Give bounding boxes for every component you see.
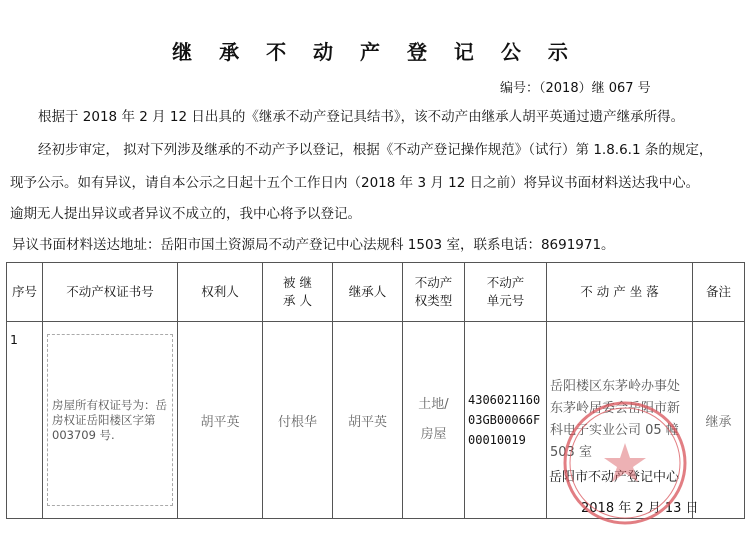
cert-text: 房屋所有权证号为：岳房权证岳阳楼区字第003709 号.	[52, 397, 167, 442]
header-right-type: 不动产 权类型	[403, 263, 465, 322]
signature-organization: 岳阳市不动产登记中心	[549, 470, 680, 485]
cell-location: 岳阳楼区东茅岭办事处东茅岭居委会岳阳市新科电子实业公司 05 幢 503 室	[547, 322, 693, 519]
cell-decedent: 付根华	[263, 322, 333, 519]
header-owner: 权利人	[178, 263, 263, 322]
paragraph-review: 经初步审定， 拟对下列涉及继承的不动产予以登记，根据《不动产登记操作规范》（试行）第 1.8.6.1 条的规定，	[38, 142, 713, 158]
paragraph-basis: 根据于 2018 年 2 月 12 日出具的《继承不动产登记具结书》，该不动产由继承人胡平英通过遗产继承所得。	[38, 109, 685, 125]
table-row	[7, 322, 745, 519]
paragraph-deadline: 逾期无人提出异议或者异议不成立的，我中心将予以登记。	[10, 206, 361, 222]
header-location: 不 动 产 坐 落	[547, 263, 693, 322]
header-unit-number: 不动产 单元号	[465, 263, 547, 322]
table-header-row	[7, 263, 745, 322]
header-note: 备注	[693, 263, 745, 322]
notice-title: 继 承 不 动 产 登 记 公 示	[172, 40, 578, 64]
cell-note: 继承	[693, 322, 745, 519]
paragraph-address: 异议书面材料送达地址：岳阳市国土资源局不动产登记中心法规科 1503 室，联系电话：8691971。	[12, 237, 615, 253]
header-index: 序号	[7, 263, 43, 322]
header-decedent: 被 继 承 人	[263, 263, 333, 322]
signature-date: 2018 年 2 月 13 日	[581, 501, 699, 516]
cell-index: 1	[7, 322, 43, 519]
cell-cert	[43, 322, 178, 519]
header-heir: 继承人	[333, 263, 403, 322]
paragraph-objection: 现予公示。如有异议，请自本公示之日起十五个工作日内（2018 年 3 月 12 日之前）将异议书面材料送达我中心。	[10, 175, 700, 191]
cell-heir: 胡平英	[333, 322, 403, 519]
cell-unit-number: 4306021160 03GB00066F 00010019	[465, 322, 547, 519]
header-cert: 不动产权证书号	[43, 263, 178, 322]
document-number: 编号：（2018）继 067 号	[500, 81, 651, 96]
cell-right-type: 土地/ 房屋	[403, 322, 465, 519]
cell-owner: 胡平英	[178, 322, 263, 519]
